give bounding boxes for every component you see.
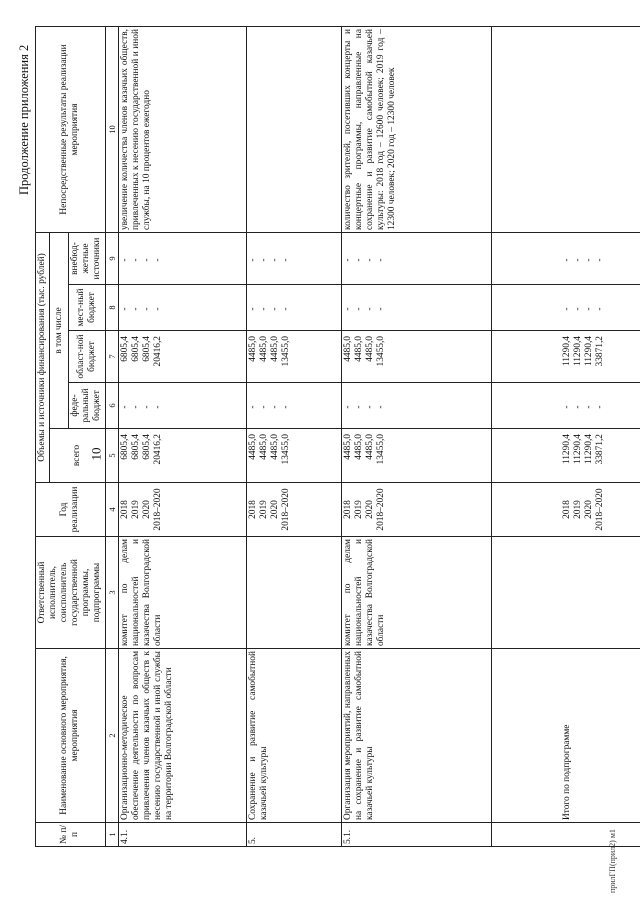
row-result: количество зрителей, посетивших концерты и концертные программы, направленные на сохранение и развитие самобытной казачьей культуры: 2018 год – 12600 человек; 2019 год – 12300 человек; 2020 год – 12300 человек	[341, 27, 491, 233]
row-name: Сохранение и развитие самобытной казачьей культуры	[246, 649, 341, 823]
row-name-text: Итого по подпрограмме	[561, 724, 572, 820]
row-executor	[491, 537, 640, 649]
header-local: мест-ный бюджет	[69, 285, 105, 331]
row-regional: 4485,0 4485,0 4485,0 13455,0	[341, 331, 491, 383]
row-federal: - - - -	[491, 383, 640, 429]
row-extrabudget: - - - -	[341, 233, 491, 285]
row-result	[491, 27, 640, 233]
row-local: - - - -	[118, 285, 246, 331]
table-row	[341, 27, 491, 847]
row-federal: - - - -	[341, 383, 491, 429]
table-row	[118, 27, 246, 847]
header-funding: Объемы и источники финансирования (тыс. рублей)	[36, 233, 50, 483]
row-total: 4485,0 4485,0 4485,0 13455,0	[341, 429, 491, 483]
col-number: 2	[105, 649, 118, 823]
column-number-row	[105, 27, 118, 847]
row-name	[491, 649, 640, 823]
header-regional: област-ной бюджет	[69, 331, 105, 383]
header-including: в том числе	[50, 233, 69, 429]
header-federal: феде-ральный бюджет	[69, 383, 105, 429]
col-number: 3	[105, 537, 118, 649]
col-number: 7	[105, 331, 118, 383]
row-regional: 11290,4 11290,4 11290,4 33871,2	[491, 331, 640, 383]
row-total: 6805,4 6805,4 6805,4 20416,2	[118, 429, 246, 483]
header-results: Непосредственные результаты реализации мероприятия	[36, 27, 106, 233]
row-number: 5.	[246, 823, 341, 847]
row-result	[246, 27, 341, 233]
row-executor: комитет по делам национальностей и казачества Волгоградской области	[118, 537, 246, 649]
continuation-label: Продолжение приложения 2	[17, 44, 31, 195]
row-executor	[246, 537, 341, 649]
row-result: увеличение количества членов казачьих обществ, привлеченных к несению государственной и иной службы, на 10 процентов ежегодно	[118, 27, 246, 233]
row-extrabudget: - - - -	[118, 233, 246, 285]
row-number: 4.1.	[118, 823, 246, 847]
table-row	[246, 27, 341, 847]
row-local: - - - -	[341, 285, 491, 331]
header-total: всего	[50, 429, 105, 483]
page-number: 10	[88, 447, 104, 461]
row-years: 2018 2019 2020 2018–2020	[491, 483, 640, 537]
row-regional: 4485,0 4485,0 4485,0 13455,0	[246, 331, 341, 383]
row-regional: 6805,4 6805,4 6805,4 20416,2	[118, 331, 246, 383]
header-name: Наименование основного мероприятия, мероприятия	[36, 649, 106, 823]
row-local: - - - -	[491, 285, 640, 331]
header-executor: Ответственный исполнитель, соисполнитель государственной программы, подпрограммы	[36, 537, 106, 649]
header-num: № п/п	[36, 823, 106, 847]
row-executor: комитет по делам национальностей и казачества Волгоградской области	[341, 537, 491, 649]
row-extrabudget: - - - -	[246, 233, 341, 285]
row-years: 2018 2019 2020 2018–2020	[341, 483, 491, 537]
row-number: 5.1.	[341, 823, 491, 847]
header-extrabudget: внебюд-жетные источники	[69, 233, 105, 285]
row-years: 2018 2019 2020 2018–2020	[246, 483, 341, 537]
col-number: 5	[105, 429, 118, 483]
row-years: 2018 2019 2020 2018–2020	[118, 483, 246, 537]
col-number: 8	[105, 285, 118, 331]
footer-code: прилГП(прил2) м1	[608, 829, 617, 893]
col-number: 4	[105, 483, 118, 537]
col-number: 6	[105, 383, 118, 429]
col-number: 9	[105, 233, 118, 285]
table-row	[491, 27, 640, 847]
row-extrabudget: - - - -	[491, 233, 640, 285]
col-number: 10	[105, 27, 118, 233]
row-total: 4485,0 4485,0 4485,0 13455,0	[246, 429, 341, 483]
row-local: - - - -	[246, 285, 341, 331]
row-number	[491, 823, 640, 847]
col-number: 1	[105, 823, 118, 847]
funding-table	[35, 26, 640, 847]
row-federal: - - - -	[246, 383, 341, 429]
row-name: Организация мероприятий, направленных на сохранение и развитие самобытной казачьей культуры	[341, 649, 491, 823]
row-name: Организационно-методическое обеспечение деятельности по вопросам привлечения членов казачьих обществ к несению государственной и иной службы на территории Волгоградской области	[118, 649, 246, 823]
row-federal: - - - -	[118, 383, 246, 429]
row-total: 11290,4 11290,4 11290,4 33871,2	[491, 429, 640, 483]
header-year: Год реализации	[36, 483, 106, 537]
